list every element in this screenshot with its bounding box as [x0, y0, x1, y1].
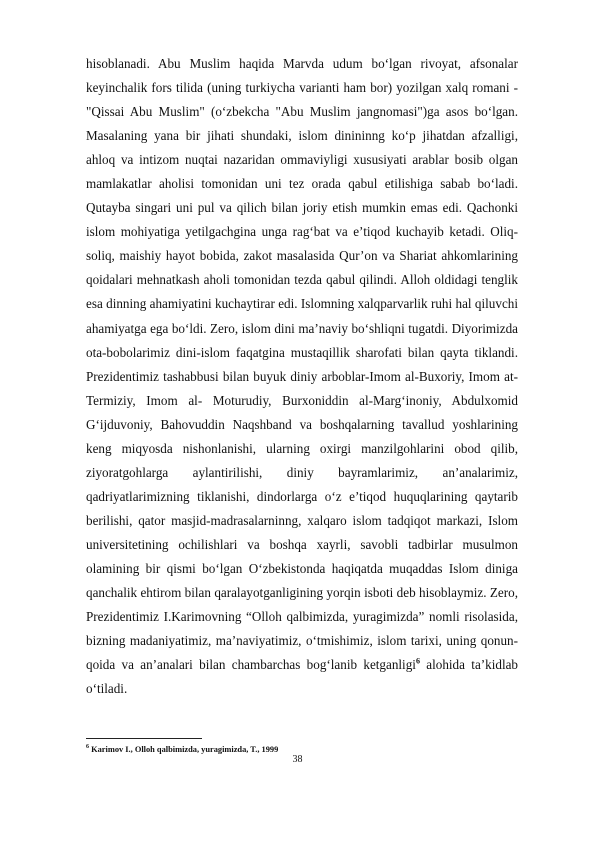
footnote-reference[interactable]: 6	[415, 656, 420, 666]
main-text-block	[86, 52, 518, 701]
body-text-end: alohida ta’kidlab o‘tiladi.	[86, 657, 518, 697]
footnote-number: 6	[86, 744, 89, 750]
footnote-divider	[86, 738, 202, 739]
page-number: 38	[292, 754, 303, 765]
footnote-text: Karimov I., Olloh qalbimizda, yuragimizda, T., 1999	[89, 744, 279, 754]
body-text: hisoblanadi. Abu Muslim haqida Marvda udum bo‘lgan rivoyat, afsonalar keyinchalik fors tilida (uning turkiycha varianti ham bor) yozilgan xalq romani - "Qissai Abu Muslim" (o‘zbekcha "Abu Muslim jangnomasi")ga asos bo‘lgan. Masalaning yana bir jihati shundaki, islom dinininng ko‘p jihatdan afzalligi, ahloq va intizom nuqtai nazaridan ommaviyligi xususiyati arablar bosib olgan mamlakatlar aholisi tomonidan uni tez orada qabul etilishiga sabab bo‘ladi. Qutayba singari uni pul va qilich bilan joriy etish mumkin emas edi. Qachonki islom mohiyatiga yetilgachgina unga rag‘bat va e’tiqod kuchayib ketadi. Oliq-soliq, maishiy hayot bobida, zakot masalasida Qur’on va Shariat ahkomlarining qoidalari mehnatkash aholi tomonidan tezda qabul qilindi. Alloh oldidagi tenglik esa dinning ahamiyatini kuchaytirar edi. Islomning xalqparvarlik ruhi hal qiluvchi ahamiyatga ega bo‘ldi. Zero, islom dini ma’naviy bo‘shliqni tugatdi. Diyorimizda ota-bobolarimiz dini-islom faqatgina mustaqillik sharofati bilan qayta tiklandi. Prezidentimiz tashabbusi bilan buyuk diniy arboblar-Imom al-Buxoriy, Imom at-Termiziy, Imom al- Moturudiy, Burxoniddin al-Marg‘inoniy, Abdulxomid G‘ijduvoniy, Bahovuddin Naqshband va boshqalarning tavallud yoshlarining keng miqyosda nishonlanishi, ularning oxirgi manzilgohlarini obod qilib, ziyoratgohlarga aylantirilishi, diniy bayramlarimiz, an’analarimiz, qadriyatlarimizning tiklanishi, dindorlarga o‘z e’tiqod huquqlarining qaytarib berilishi, qator masjid-madrasalarninng, xalqaro islom tadqiqot markazi, Islom universitetining ochilishlari va boshqa xayrli, savobli tadbirlar musulmon olamining bir qismi bo‘lgan O‘zbekistonda haqiqatda muqaddas Islom diniga qanchalik ehtirom bilan qaralayotganligining yorqin isboti deb hisoblaymiz. Zero, Prezidentimiz I.Karimovning “Olloh qalbimizda, yuragimizda” nomli risolasida, bizning madaniyatimiz, ma’naviyatimiz, o‘tmishimiz, islom tarixi, uning qonun-qoida va an’analari bilan chambarchas bog‘lanib ketganligi	[86, 56, 518, 673]
body-paragraph	[86, 52, 518, 701]
footnote	[86, 742, 518, 755]
